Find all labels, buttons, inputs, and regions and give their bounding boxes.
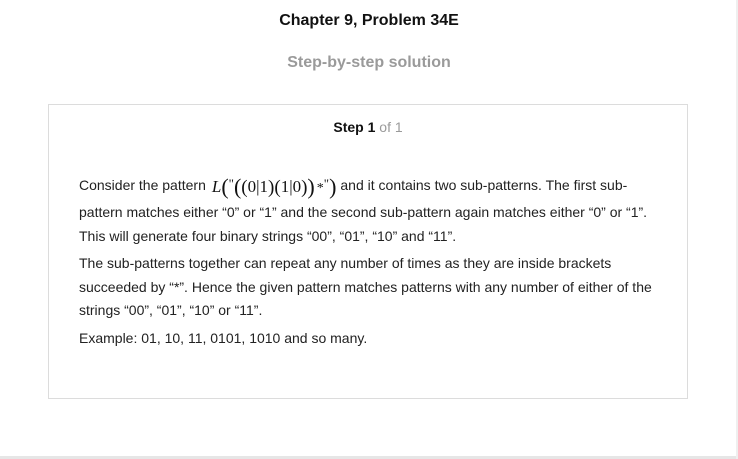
paragraph-3: Example: 01, 10, 11, 0101, 1010 and so many. (79, 329, 368, 346)
formula-paren: ( (241, 177, 248, 198)
formula-star: * (316, 181, 324, 196)
paragraph-1-first-line (79, 167, 663, 201)
paragraph-2: The sub-patterns together can repeat any number of times as they are inside brackets succeeded by “*”. Hence the given pattern matches patterns with any number of either of the strings “00”, “01”, “10” or “11”. (79, 255, 652, 318)
pattern-formula (212, 167, 337, 206)
page-title: Chapter 9, Problem 34E (279, 12, 459, 29)
step-number: 1 (367, 119, 376, 135)
step-header (49, 119, 687, 135)
formula-paren: ( (274, 177, 281, 198)
formula-L: L (211, 177, 222, 196)
paragraph-1-continuation: and it contains two sub-patterns. The first sub- (340, 177, 628, 194)
paragraph-1 (79, 167, 663, 248)
paragraph-1-intro: Consider the pattern (79, 177, 206, 194)
formula-paren: ( (233, 174, 242, 199)
step-label: Step (333, 119, 364, 135)
step-total: of 1 (379, 119, 403, 135)
formula-paren: ( (221, 174, 229, 199)
formula-paren: ) (307, 174, 315, 199)
formula-paren: ) (301, 177, 308, 198)
formula-quote: " (323, 176, 330, 191)
formula-digit: 1 (280, 177, 290, 196)
formula-digit: 0 (292, 177, 302, 196)
formula-digit: 0 (247, 177, 257, 196)
formula-paren: ) (268, 177, 275, 198)
formula-paren: ) (329, 174, 337, 199)
formula-quote: " (228, 176, 234, 191)
formula-bar: | (256, 177, 260, 196)
paragraph-1-rest: pattern matches either “0” or “1” and the second sub-pattern again matches either “0” or “1”. This will generate four binary strings “00”, “01”, “10” and “11”. (79, 204, 648, 244)
solution-content (79, 167, 663, 354)
formula-bar: | (289, 177, 293, 196)
solution-subtitle: Step-by-step solution (287, 54, 451, 71)
step-card (48, 104, 688, 399)
formula-digit: 1 (259, 177, 269, 196)
